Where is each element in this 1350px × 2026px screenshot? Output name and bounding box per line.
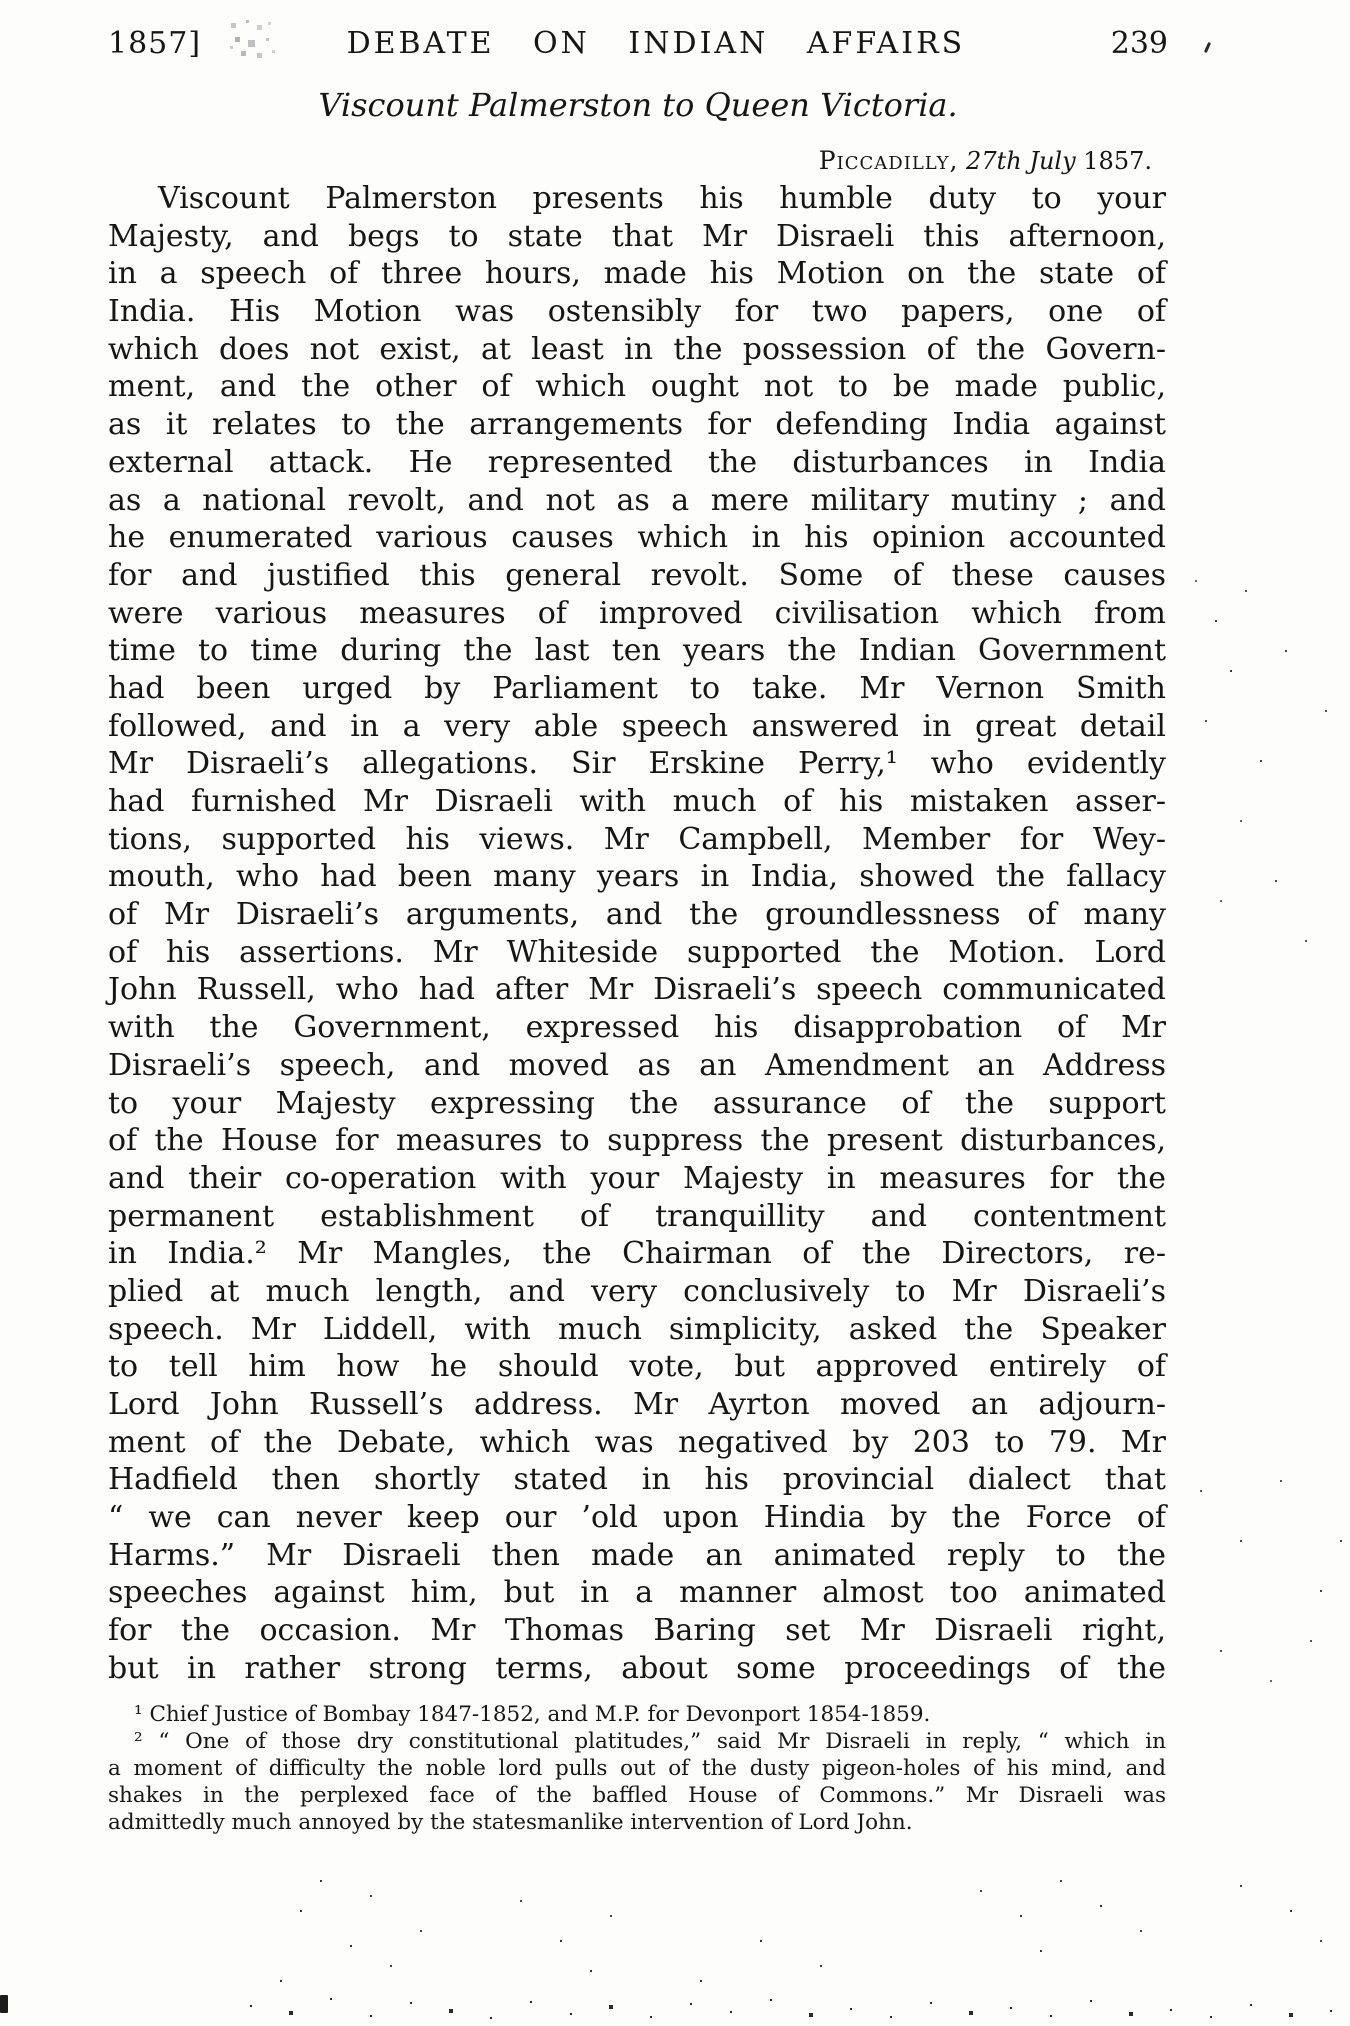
letter-title: Viscount Palmerston to Queen Victoria. — [318, 86, 958, 124]
footnote-line: admittedly much annoyed by the statesmanlike intervention of Lord John. — [108, 1810, 913, 1835]
header-year: 1857] — [108, 26, 202, 61]
scan-artifact-smudge — [228, 16, 231, 19]
body-text-line: plied at much length, and very conclusively to Mr Disraeli’s — [108, 1273, 1166, 1309]
body-text-line: had been urged by Parliament to take. Mr Vernon Smith — [108, 670, 1166, 706]
body-text-line: he enumerated various causes which in his opinion accounted — [108, 520, 1166, 556]
scan-artifact-speckle-band — [0, 1870, 2, 1872]
body-text-line: which does not exist, at least in the possession of the Govern- — [108, 331, 1166, 367]
body-text-line: Lord John Russell’s address. Mr Ayrton moved an adjourn- — [108, 1387, 1166, 1422]
body-text-line: John Russell, who had after Mr Disraeli’s speech communicated — [108, 972, 1166, 1008]
scan-artifact-corner-mark — [0, 1995, 8, 2013]
body-text-line: time to time during the last ten years the Indian Government — [108, 633, 1166, 669]
body-text-line: of Mr Disraeli’s arguments, and the groundlessness of many — [108, 897, 1166, 933]
body-text-line: with the Government, expressed his disapprobation of Mr — [108, 1010, 1166, 1046]
footnote-line: shakes in the perplexed face of the baffled House of Commons.” Mr Disraeli was — [108, 1783, 1166, 1808]
page-number: 239 — [1110, 26, 1168, 61]
body-text-line: permanent establishment of tranquillity and contentment — [108, 1198, 1166, 1234]
body-text-line: speeches against him, but in a manner almost too animated — [108, 1575, 1166, 1611]
body-text-line: in a speech of three hours, made his Motion on the state of — [108, 256, 1166, 292]
body-text-line: to your Majesty expressing the assurance of the support — [108, 1085, 1166, 1121]
footnote-line: ¹ Chief Justice of Bombay 1847-1852, and M.P. for Devonport 1854-1859. — [134, 1702, 931, 1727]
running-title: DEBATE ON INDIAN AFFAIRS — [346, 26, 966, 61]
footnotes — [108, 1701, 1166, 1836]
body-text-line: speech. Mr Liddell, with much simplicity, asked the Speaker — [108, 1311, 1166, 1347]
footnote-line: a moment of difficulty the noble lord pulls out of the dusty pigeon-holes of his mind, and — [108, 1756, 1166, 1781]
body-text-line: Mr Disraeli’s allegations. Sir Erskine Perry,¹ who evidently — [108, 746, 1166, 782]
body-text-line: India. His Motion was ostensibly for two papers, one of — [108, 294, 1166, 330]
scan-artifact-speckles — [1185, 560, 1187, 562]
body-text-line: Viscount Palmerston presents his humble duty to your — [158, 181, 1166, 216]
body-text-line: mouth, who had been many years in India, showed the fallacy — [108, 859, 1166, 895]
body-text-line: followed, and in a very able speech answered in great detail — [108, 708, 1166, 744]
body-text-line: ment, and the other of which ought not to be made public, — [108, 369, 1166, 405]
body-text-line: had furnished Mr Disraeli with much of his mistaken asser- — [108, 784, 1166, 819]
body-text-line: ment of the Debate, which was negatived by 203 to 79. Mr — [108, 1424, 1166, 1460]
running-header — [108, 26, 1168, 61]
body-text-line: Disraeli’s speech, and moved as an Amendment an Address — [108, 1047, 1166, 1083]
body-text-line: as a national revolt, and not as a mere military mutiny ; and — [108, 482, 1166, 518]
body-text-line: of his assertions. Mr Whiteside supported the Motion. Lord — [108, 934, 1166, 970]
body-text-line: for the occasion. Mr Thomas Baring set Mr Disraeli right, — [108, 1613, 1166, 1649]
body-text-line: “ we can never keep our ’old upon Hindia by the Force of — [108, 1500, 1166, 1536]
body-text-line: were various measures of improved civilisation which from — [108, 595, 1166, 631]
body-text-line: Harms.” Mr Disraeli then made an animated reply to the — [108, 1537, 1166, 1573]
dateline — [108, 146, 1152, 175]
body-text-line: tions, supported his views. Mr Campbell, Member for Wey- — [108, 821, 1166, 857]
body-text-line: but in rather strong terms, about some proceedings of the — [108, 1650, 1166, 1686]
body-text-line: as it relates to the arrangements for defending India against — [108, 407, 1166, 443]
body-text-line: Hadfield then shortly stated in his provincial dialect that — [108, 1462, 1166, 1498]
body-text-line: Majesty, and begs to state that Mr Disraeli this afternoon, — [108, 218, 1166, 254]
dateline-date: 27th July — [966, 147, 1076, 175]
body-text-line: of the House for measures to suppress the present disturbances, — [108, 1123, 1166, 1159]
scan-artifact-speckles — [1180, 1450, 1182, 1452]
dateline-year: 1857. — [1083, 147, 1152, 175]
body-text-line: to tell him how he should vote, but approved entirely of — [108, 1349, 1166, 1385]
body-text-line: external attack. He represented the disturbances in India — [108, 444, 1166, 480]
body-text-line: in India.² Mr Mangles, the Chairman of the Directors, re- — [108, 1236, 1166, 1272]
letter-body — [108, 180, 1166, 1688]
body-text-line: for and justified this general revolt. Some of these causes — [108, 557, 1166, 593]
body-text-line: and their co-operation with your Majesty in measures for the — [108, 1160, 1166, 1196]
dateline-place: Piccadilly, — [818, 146, 959, 175]
scan-artifact-tick — [1204, 42, 1211, 53]
footnote-line: ² “ One of those dry constitutional platitudes,” said Mr Disraeli in reply, “ which in — [134, 1729, 1166, 1754]
